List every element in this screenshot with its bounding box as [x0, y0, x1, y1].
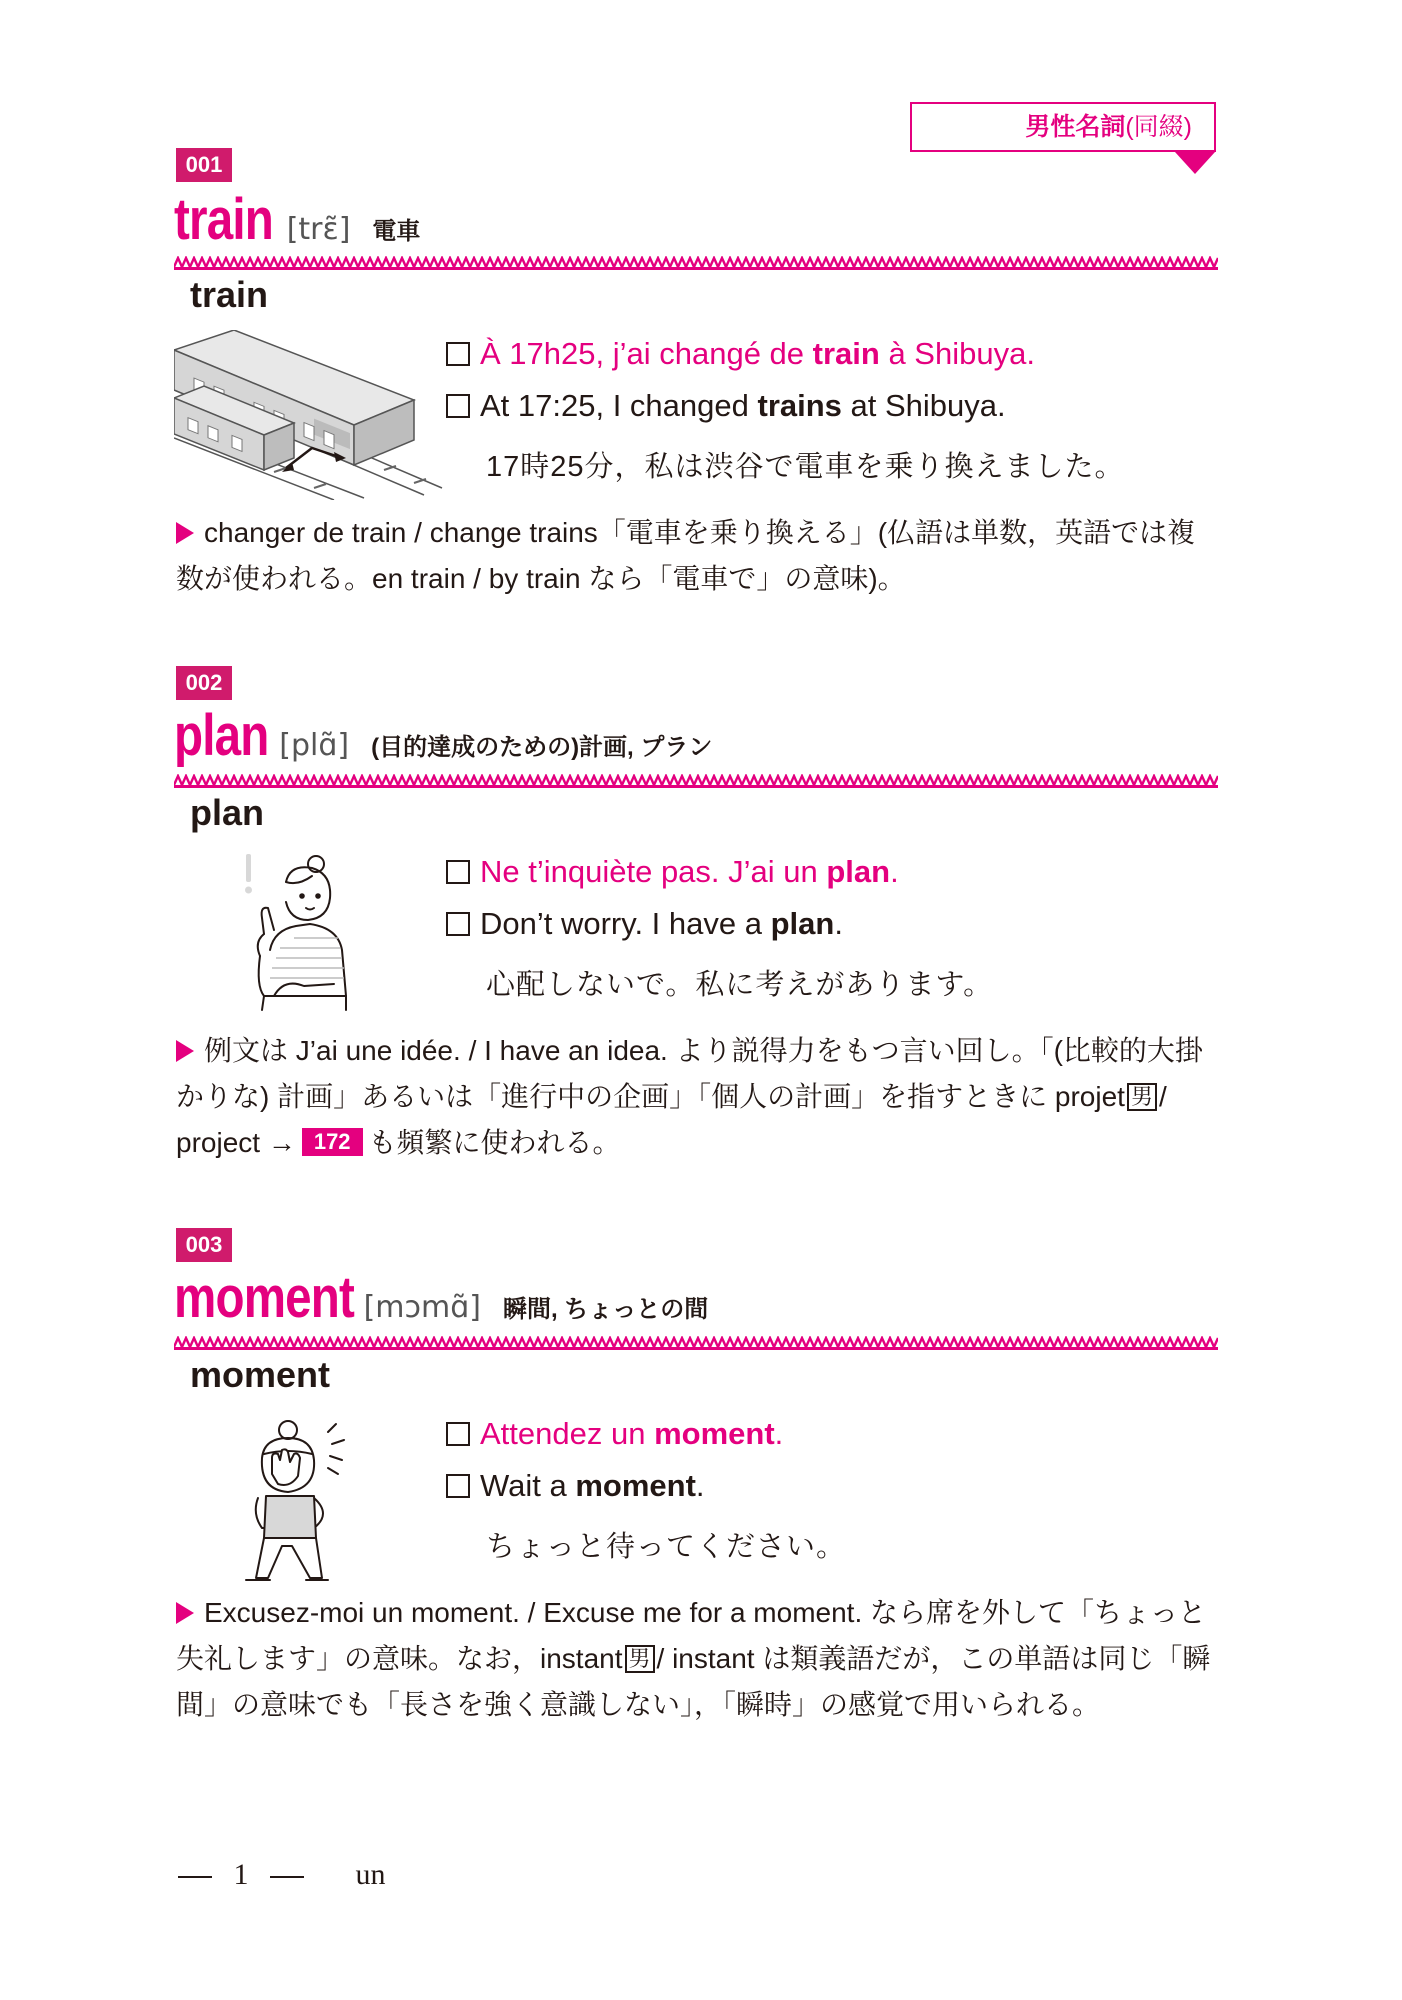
note-text: Excusez-moi un moment. / Excuse me for a moment. なら席を外して「ちょっと失礼します」の意味。なお，instant: [176, 1597, 1207, 1674]
example-keyword: moment: [654, 1416, 775, 1451]
checkbox[interactable]: [446, 394, 470, 418]
note-text: changer de train / change trains「電車を乗り換える」(仏語は単数，英語では複数が使われる。en train / by train なら「電車で」の意味)。: [176, 517, 1196, 594]
example-french: [446, 336, 1035, 372]
example-text: à Shibuya.: [879, 336, 1035, 371]
footer-dash: [178, 1876, 212, 1878]
example-keyword: plan: [770, 906, 835, 941]
example-keyword: plan: [826, 854, 891, 889]
train-illustration: [174, 330, 446, 500]
page-number: 1: [233, 1858, 249, 1891]
entry-number: 001: [176, 148, 232, 182]
example-text: at Shibuya.: [841, 388, 1006, 423]
category-sub: (同綴): [1125, 113, 1192, 141]
page-number-word: un: [355, 1858, 386, 1891]
note-text: / instant は類義語だが，この単語は同じ「瞬間」の意味でも「長さを強く意識しない」，「瞬時」の感覚で用いられる。: [176, 1643, 1211, 1720]
example-text: Wait a: [480, 1468, 576, 1503]
example-keyword: train: [812, 336, 880, 371]
headword: train: [174, 187, 273, 252]
japanese-gloss: 電車: [372, 218, 421, 245]
headword-line: [174, 1264, 708, 1331]
example-text: Attendez un: [480, 1416, 655, 1451]
example-keyword: trains: [757, 388, 842, 423]
cross-reference-link[interactable]: 172: [302, 1128, 363, 1156]
example-japanese: ちょっと待ってください。: [486, 1531, 847, 1563]
example-text: Don’t worry. I have a: [480, 906, 771, 941]
example-text: .: [774, 1416, 784, 1451]
bullet-triangle-icon: [176, 1040, 194, 1062]
category-tab: [910, 102, 1216, 152]
pronunciation: [trɛ̃]: [286, 212, 351, 247]
example-text: .: [695, 1468, 705, 1503]
category-main: 男性名詞: [1025, 113, 1126, 141]
example-english: [446, 388, 1006, 424]
wait-gesture-illustration: [232, 1418, 352, 1588]
note-text: / project →: [176, 1081, 1167, 1158]
example-english: [446, 906, 843, 942]
example-text: Ne t’inquiète pas. J’ai un: [480, 854, 827, 889]
headword: plan: [174, 703, 269, 768]
headword-line: [174, 702, 712, 769]
checkbox[interactable]: [446, 912, 470, 936]
japanese-gloss: 瞬間, ちょっとの間: [502, 1296, 709, 1323]
bullet-triangle-icon: [176, 1602, 194, 1624]
page-footer: [178, 1858, 386, 1892]
checkbox[interactable]: [446, 1422, 470, 1446]
zigzag-divider: [174, 1336, 1218, 1352]
example-text: À 17h25, j’ai changé de: [480, 336, 813, 371]
zigzag-divider: [174, 774, 1218, 790]
english-cognate: plan: [190, 792, 265, 833]
idea-person-illustration: [234, 846, 354, 1014]
example-french: [446, 1416, 783, 1452]
pronunciation: [mɔmɑ̃]: [363, 1290, 481, 1325]
footer-dash: [270, 1876, 304, 1878]
category-tab-pointer: [1175, 152, 1215, 174]
note-text: も頻繁に使われる。: [368, 1127, 621, 1158]
checkbox[interactable]: [446, 342, 470, 366]
entry-number: 003: [176, 1228, 232, 1262]
example-japanese: 17時25分，私は渋谷で電車を乗り換えました。: [486, 451, 1125, 483]
checkbox[interactable]: [446, 1474, 470, 1498]
english-cognate: moment: [190, 1354, 331, 1395]
example-text: At 17:25, I changed: [480, 388, 758, 423]
usage-note: [176, 1590, 1222, 1728]
gender-mark: 男: [625, 1645, 655, 1673]
usage-note: [176, 1028, 1222, 1166]
example-french: [446, 854, 899, 890]
english-cognate: train: [190, 274, 269, 315]
gender-mark: 男: [1127, 1083, 1157, 1111]
example-keyword: moment: [575, 1468, 696, 1503]
japanese-gloss: (目的達成のための)計画, プラン: [371, 734, 713, 761]
entry-number: 002: [176, 666, 232, 700]
headword-line: [174, 186, 420, 253]
example-english: [446, 1468, 705, 1504]
checkbox[interactable]: [446, 860, 470, 884]
usage-note: [176, 510, 1222, 602]
example-text: .: [890, 854, 899, 889]
zigzag-divider: [174, 256, 1218, 272]
pronunciation: [plɑ̃]: [279, 728, 350, 763]
example-japanese: 心配しないで。私に考えがあります。: [486, 969, 994, 1001]
headword: moment: [174, 1265, 355, 1330]
example-text: .: [834, 906, 843, 941]
note-text: 例文は J’ai une idée. / I have an idea. より説得力をもつ言い回し。「(比較的大掛かりな) 計画」あるいは「進行中の企画」「個人の計画」を指すときに projet: [176, 1035, 1203, 1112]
bullet-triangle-icon: [176, 522, 194, 544]
